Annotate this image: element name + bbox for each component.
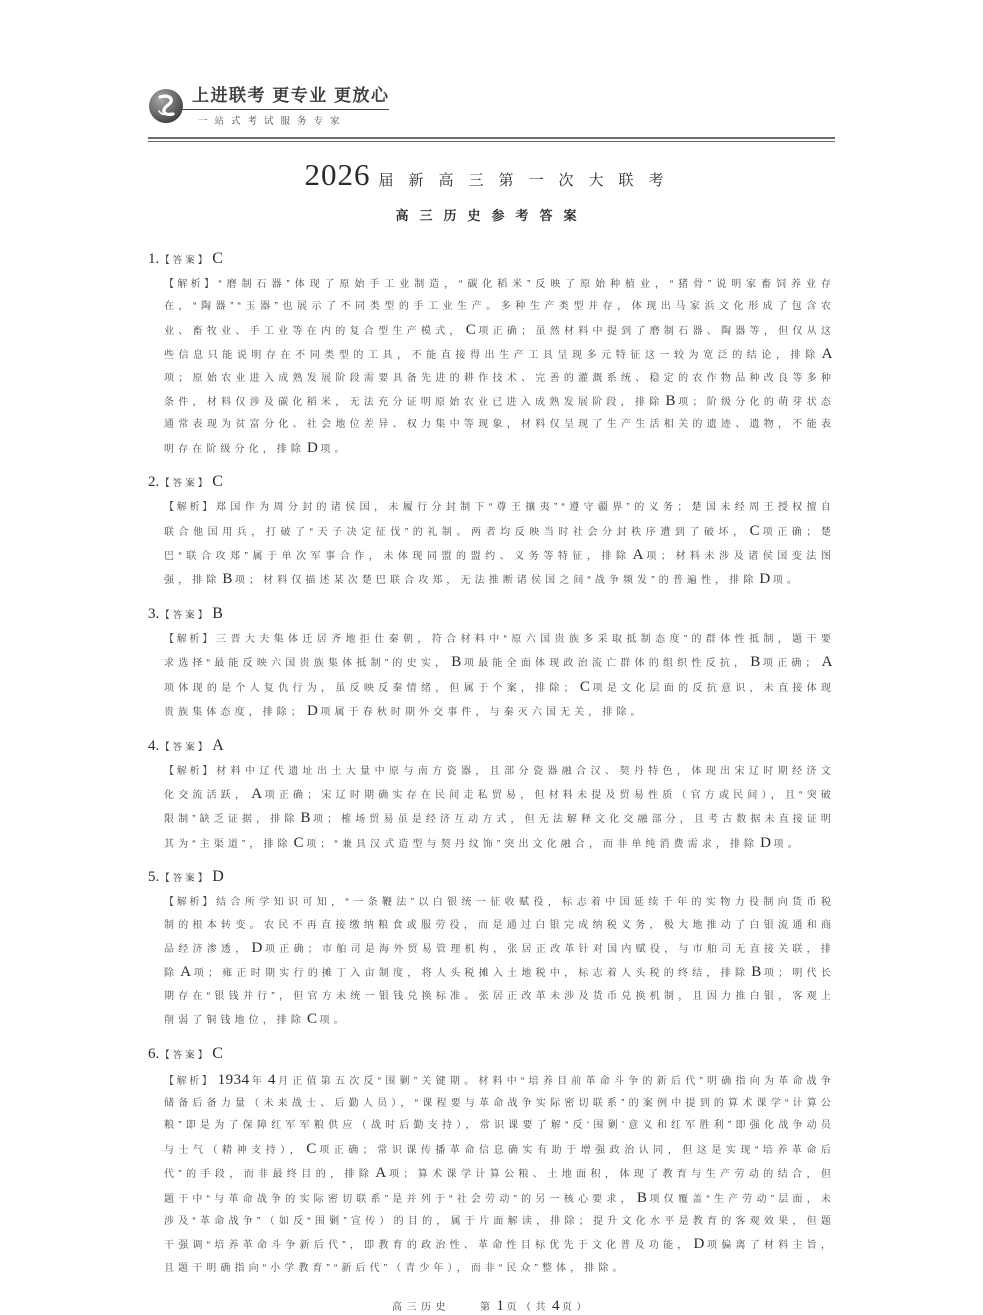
question-number: 5. — [148, 869, 160, 886]
emphasis-run: B — [300, 810, 311, 827]
answer-line — [148, 868, 835, 886]
analysis-label: 【解析】 — [164, 1075, 215, 1087]
emphasis-run: C — [465, 321, 477, 338]
header-rule — [148, 137, 835, 142]
question-number: 6. — [148, 1045, 160, 1062]
analysis-text: “磨制石器”体现了原始手工业制造，“碳化稻米”反映了原始种植业，“猪骨”说明家畜饲养业存在，“陶器”“玉器”也展示了不同类型的手工业生产。多种生产类型并存，体现出马家浜文化形成了包含农业、畜牧业、手工业等在内的复合型生产模式， C 项正确；虽然材料中提到了磨制石器、陶器等，但仅从这些信息只能说明存在不同类型的工具，不能直接得出生产工具呈现多元特征这一较为宽泛的结论，排除 A项；原始农业进入成熟发展阶段需要具备先进的耕作技术、完善的灌溉系统、稳定的农作物品种改良等多种条件，材料仅涉及碳化稻米，无法充分证明原始农业已进入成熟发展阶段，排除 B 项；阶级分化的萌芽状态通常表现为贫富分化、社会地位差异、权力集中等现象，材料仅呈现了生产生活相关的遗迹、遗物，不能表明存在阶级分化，排除 D 项。 — [164, 279, 835, 456]
emphasis-run: D — [251, 939, 263, 956]
emphasis-run: A — [632, 547, 644, 564]
brand-block — [148, 86, 835, 127]
emphasis-run: D — [307, 439, 319, 456]
analysis-paragraph — [164, 1069, 835, 1281]
answer-item — [148, 868, 835, 1032]
emphasis-run: 1934 — [217, 1071, 250, 1088]
emphasis-run: B — [222, 571, 233, 588]
emphasis-run: C — [306, 1140, 317, 1157]
analysis-text: 三晋大夫集体迁居齐地拒仕秦朝，符合材料中“原六国贵族多采取抵制态度”的群体性抵制，题干要求选择“最能反映六国贵族集体抵制”的史实， B 项最能全面体现政治流亡群体的组织性反抗， B 项正确； A项体现的是个人复仇行为，虽反映反秦情绪，但属于个案，排除； C 项是文化层面的反抗意识，未直接体现贵族集体态度，排除； D 项属于春秋时期外交事件，与秦灭六国无关，排除。 — [164, 633, 836, 720]
answer-label: 【答案】 — [160, 873, 211, 885]
question-number: 3. — [148, 605, 160, 622]
analysis-label: 【解析】 — [164, 633, 216, 645]
footer-page-info: 第 1 页（共 4 页） — [480, 1298, 591, 1315]
analysis-label: 【解析】 — [164, 279, 218, 290]
answer-item — [148, 737, 835, 857]
question-number: 4. — [148, 737, 160, 754]
emphasis-run: C — [293, 834, 305, 851]
emphasis-run: D — [759, 571, 771, 588]
analysis-paragraph — [164, 497, 835, 593]
brand-logo-icon — [148, 88, 184, 124]
emphasis-run: B — [636, 1189, 648, 1206]
answer-item — [148, 473, 835, 593]
answer-letter: C — [212, 1044, 223, 1062]
emphasis-run: B — [665, 393, 677, 410]
exam-answer-page — [148, 0, 835, 1315]
answer-label: 【答案】 — [160, 609, 211, 621]
answer-line — [148, 250, 835, 268]
answer-item — [148, 250, 835, 461]
page-footer — [148, 1298, 835, 1315]
emphasis-run: B — [451, 654, 462, 671]
analysis-text: 郑国作为周分封的诸侯国，未履行分封制下“尊王攘夷”“遵守疆界”的义务；楚国未经周王授权擅自联合他国用兵，打破了“天子决定征伐”的礼制。两者均反映当时社会分封秩序遭到了破坏， C 项正确；楚巴“联合攻郑”属于单次军事合作，未体现同盟的盟约、义务等特征，排除 A 项；材料未涉及诸侯国变法图强，排除 B 项；材料仅描述某次楚巴联合攻郑，无法推断诸侯国之间“战争频发”的普遍性，排除 D 项。 — [164, 502, 836, 588]
answer-line — [148, 605, 835, 623]
analysis-label: 【解析】 — [164, 765, 216, 777]
answer-letter: C — [212, 250, 223, 267]
answers-list — [148, 250, 835, 1280]
question-number: 1. — [148, 251, 160, 267]
brand-tagline: 一站式考试服务专家 — [198, 116, 347, 127]
analysis-text: 1934 年 4 月正值第五次反“围剿”关键期。材料中“培养目前革命斗争的新后代”明确指向为革命战争储备后备力量（未来战士、后勤人员），“课程要与革命战争实际密切联系”的案例中提到的算术课学“计算公粮”即是为了保障红军军粮供应（战时后勤支持），常识课要了解“反‘围剿’意义和红军胜利”即强化战争动员与士气（精神支持）， C 项正确；常识课传播革命信息确实有助于增强政治认同，但这是实现“培养革命后代”的手段，而非最终目的，排除 A 项；算术课学计算公粮、土地面积，体现了教育与生产劳动的结合，但题干中“与革命战争的实际密切联系”是并列于“社会劳动”的另一核心要求， B 项仅覆盖“生产劳动”层面，未涉及“革命战争”（如反“围剿”宣传）的目的，属于片面解读，排除；提升文化水平是教育的客观效果，但题干强调“培养革命斗争新后代”，即教育的政治性、革命性目标优先于文化普及功能， D 项偏离了材料主旨，且题干明确指向“小学教育”“新后代”（青少年），而非“民众”整体，排除。 — [164, 1071, 836, 1274]
answer-letter: D — [212, 868, 224, 886]
analysis-paragraph — [164, 274, 835, 461]
emphasis-run: B — [750, 654, 761, 671]
exam-title — [148, 156, 835, 193]
answer-item — [148, 605, 835, 725]
analysis-text: 结合所学知识可知，“一条鞭法”以白银统一征收赋役，标志着中国延续千年的实物力役制向货币税制的根本转变。农民不再直接缴纳粮食或服劳役，而是通过白银完成纳税义务，极大地推动了白银流通和商品经济渗透， D 项正确；市舶司是海外贸易管理机构，张居正改革针对国内赋役，与市舶司无直接关联，排除 A 项；雍正时期实行的摊丁入亩制度，将人头税摊入土地税中，标志着人头税的终结，排除 B 项；明代长期存在“银钱并行”，但官方未统一银钱兑换标准。张居正改革未涉及货币兑换机制，且因力推白银，客观上削弱了铜钱地位，排除 C 项。 — [164, 897, 836, 1028]
emphasis-run: D — [760, 834, 772, 851]
analysis-paragraph — [164, 761, 835, 857]
paper-subtitle: 高三历史参考答案 — [395, 208, 588, 223]
emphasis-run: A — [821, 346, 833, 363]
emphasis-run: C — [579, 678, 591, 695]
answer-label: 【答案】 — [160, 1049, 211, 1061]
answer-item — [148, 1045, 835, 1281]
emphasis-run: 4 — [267, 1071, 276, 1088]
answer-line — [148, 473, 835, 491]
question-number: 2. — [148, 474, 160, 491]
emphasis-run: 1 — [496, 1298, 505, 1315]
analysis-text: 材料中辽代遗址出土大量中原与南方瓷器，且部分瓷器融合汉、契丹特色，体现出宋辽时期经济文化交流活跃， A 项正确；宋辽时期确实存在民间走私贸易，但材料未提及贸易性质（官方或民间），且“突破限制”缺乏证据，排除 B 项；榷场贸易虽是经济互动方式，但无法解释文化交融部分，且考古数据未直接证明其为“主渠道”，排除 C 项；“兼具汉式造型与契丹纹饰”突出文化融合，而非单纯消费需求，排除 D 项。 — [164, 765, 835, 851]
exam-year: 2026 — [304, 157, 371, 192]
answer-label: 【答案】 — [160, 741, 211, 753]
emphasis-run: A — [375, 1165, 387, 1182]
answer-letter: A — [212, 736, 224, 754]
answer-label: 【答案】 — [160, 255, 211, 266]
emphasis-run: B — [751, 964, 762, 981]
answer-letter: C — [212, 473, 223, 491]
emphasis-run: 4 — [552, 1298, 560, 1315]
footer-course: 高三历史 — [392, 1302, 450, 1314]
exam-title-text: 届新高三第一次大联考 — [378, 172, 679, 189]
answer-label: 【答案】 — [160, 478, 211, 490]
answer-line — [148, 737, 835, 755]
analysis-paragraph — [164, 629, 835, 725]
answer-letter: B — [212, 604, 223, 622]
analysis-label: 【解析】 — [164, 502, 216, 514]
emphasis-run: A — [251, 785, 263, 802]
brand-text-block — [192, 86, 389, 127]
brand-slogan: 上进联考 更专业 更放心 — [192, 86, 390, 105]
emphasis-run: C — [307, 1011, 318, 1028]
emphasis-run: A — [821, 654, 833, 671]
analysis-label: 【解析】 — [164, 897, 216, 909]
emphasis-run: D — [693, 1236, 705, 1253]
emphasis-run: A — [180, 964, 192, 981]
page-header — [148, 86, 835, 142]
emphasis-run: C — [749, 522, 761, 539]
analysis-paragraph — [164, 892, 835, 1032]
brand-divider — [178, 109, 389, 110]
answer-line — [148, 1045, 835, 1063]
emphasis-run: D — [307, 703, 319, 720]
